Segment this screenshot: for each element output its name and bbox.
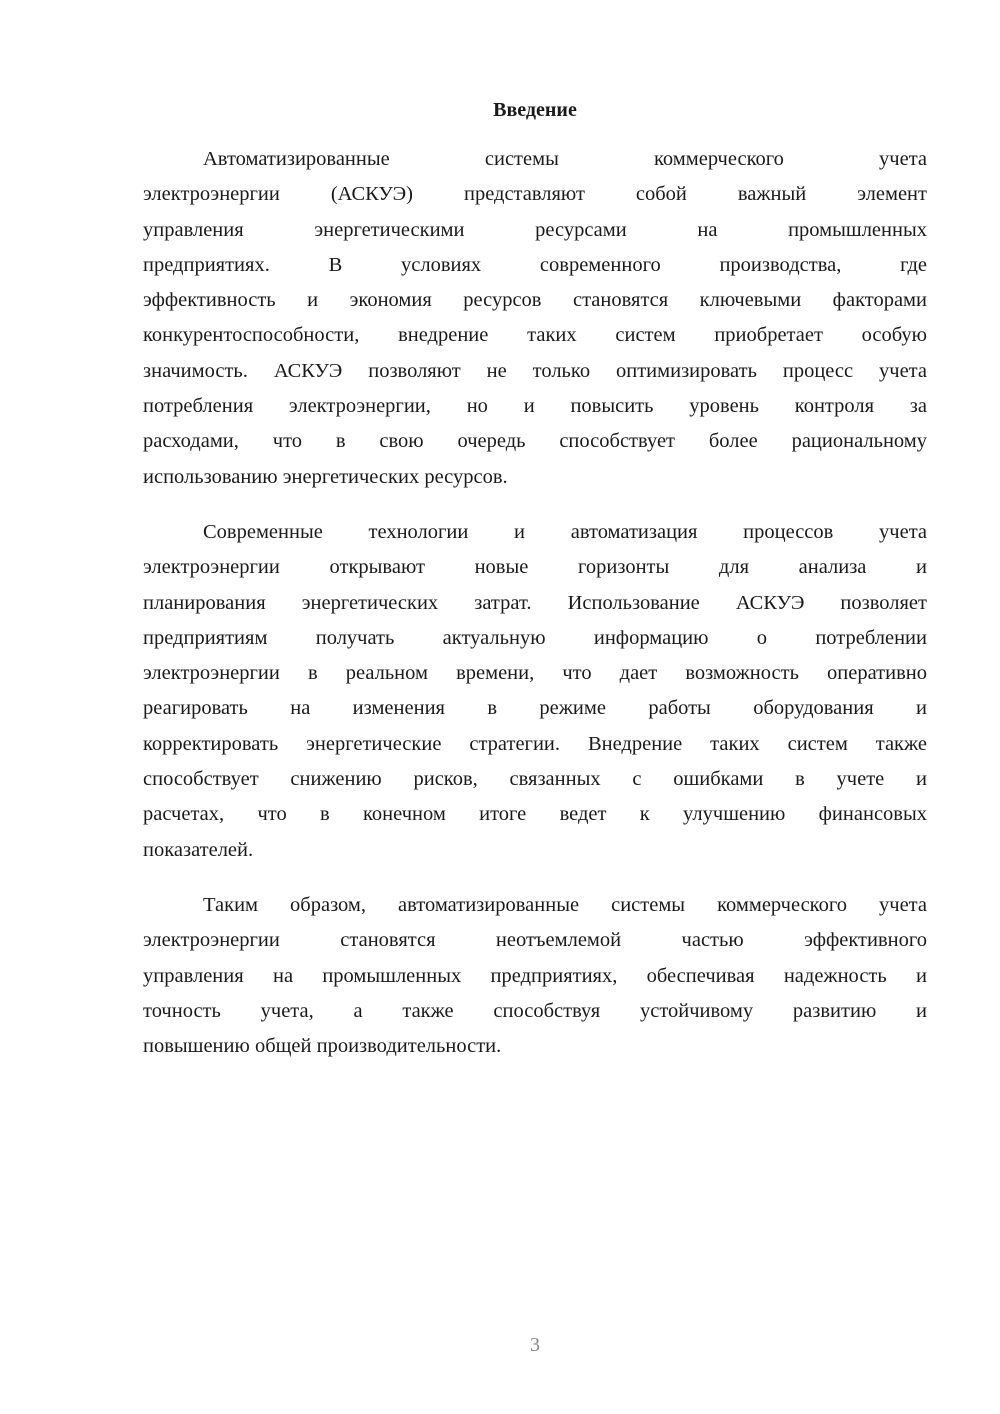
text-line: корректировать энергетические стратегии. Внедрение таких систем также: [143, 732, 927, 755]
text-line: Таким образом, автоматизированные системы коммерческого учета: [203, 893, 927, 916]
text-line: эффективность и экономия ресурсов становятся ключевыми факторами: [143, 289, 927, 312]
text-line: управления на промышленных предприятиях, обеспечивая надежность и: [143, 964, 927, 987]
text-line: потребления электроэнергии, но и повысить уровень контроля за: [143, 395, 927, 418]
text-line: предприятиях. В условиях современного производства, где: [143, 253, 927, 276]
text-line: использованию энергетических ресурсов.: [143, 465, 508, 488]
text-line: реагировать на изменения в режиме работы оборудования и: [143, 697, 927, 720]
text-line: расчетах, что в конечном итоге ведет к улучшению финансовых: [143, 803, 927, 826]
page-number: 3: [530, 1334, 540, 1356]
text-line: значимость. АСКУЭ позволяют не только оптимизировать процесс учета: [143, 359, 927, 382]
text-line: электроэнергии становятся неотъемлемой частью эффективного: [143, 929, 927, 952]
text-line: способствует снижению рисков, связанных с ошибками в учете и: [143, 768, 927, 791]
document-body: [143, 142, 927, 1084]
paragraph: [143, 142, 927, 495]
text-line: электроэнергии открывают новые горизонты для анализа и: [143, 556, 927, 579]
text-line: Автоматизированные системы коммерческого учета: [203, 148, 927, 170]
text-line: точность учета, а также способствуя устойчивому развитию и: [143, 999, 927, 1022]
text-line: электроэнергии в реальном времени, что дает возможность оперативно: [143, 662, 927, 685]
section-title: Введение: [493, 99, 577, 121]
text-line: конкурентоспособности, внедрение таких систем приобретает особую: [143, 324, 927, 347]
text-line: электроэнергии (АСКУЭ) представляют собой важный элемент: [143, 183, 927, 206]
paragraph: [143, 888, 927, 1064]
paragraph: [143, 515, 927, 868]
text-line: повышению общей производительности.: [143, 1035, 502, 1058]
text-line: Современные технологии и автоматизация процессов учета: [203, 520, 927, 543]
text-line: показателей.: [143, 838, 254, 861]
text-line: расходами, что в свою очередь способствует более рациональному: [143, 430, 927, 453]
text-line: управления энергетическими ресурсами на промышленных: [143, 218, 927, 241]
text-line: планирования энергетических затрат. Использование АСКУЭ позволяет: [143, 591, 927, 614]
text-line: предприятиям получать актуальную информацию о потреблении: [143, 626, 927, 649]
